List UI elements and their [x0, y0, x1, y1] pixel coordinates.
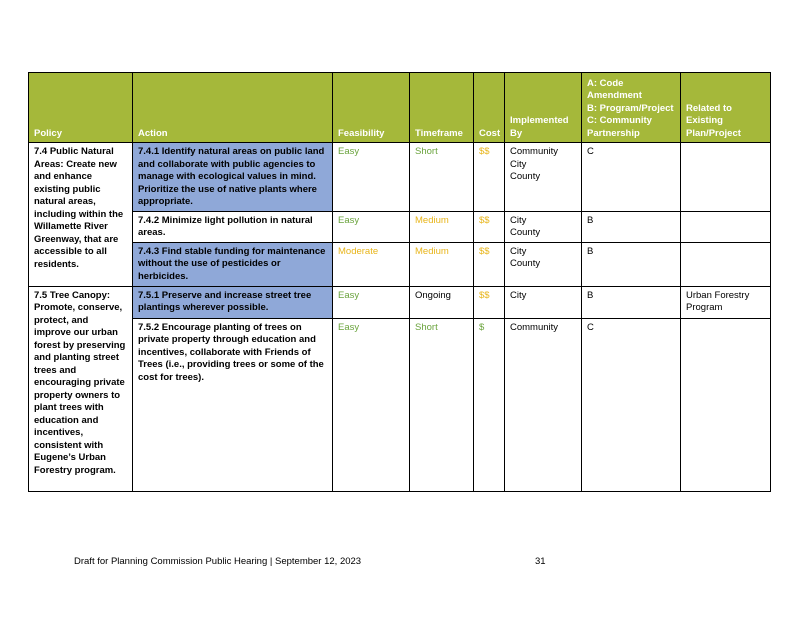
implemented-item: Community — [510, 321, 559, 333]
implemented-cell — [505, 211, 582, 242]
implemented-item: County — [510, 227, 541, 238]
header-timeframe: Timeframe — [410, 73, 474, 143]
cost-cell: $$ — [474, 211, 505, 242]
header-type-b: B: Program/Project — [587, 102, 674, 114]
implemented-item: City — [510, 214, 527, 226]
type-cell: B — [582, 242, 681, 286]
cost-cell: $ — [474, 318, 505, 491]
header-action: Action — [133, 73, 333, 143]
header-type-a: A: Code Amendment — [587, 77, 642, 101]
action-7-4-1: 7.4.1 Identify natural areas on public land and collaborate with public agencies to manage with ecological values in mind. Prioritize the use of native plants where appropriate. — [133, 143, 333, 212]
feasibility-cell: Easy — [333, 318, 410, 491]
policy-7-4: 7.4 Public Natural Areas: Create new and enhance existing public natural areas, including within the Willamette River Greenway, that are accessible to all residents. — [29, 143, 133, 287]
header-feasibility: Feasibility — [333, 73, 410, 143]
header-cost: Cost — [474, 73, 505, 143]
header-policy: Policy — [29, 73, 133, 143]
policy-7-5: 7.5 Tree Canopy: Promote, conserve, protect, and improve our urban forest by preserving and planting street trees and encouraging private property owners to plant trees with education and incentives, consistent with Eugene’s Urban Forestry program. — [29, 286, 133, 491]
table-row — [29, 242, 771, 286]
action-plan-table — [28, 72, 771, 492]
implemented-cell — [505, 143, 582, 212]
related-cell — [681, 318, 771, 491]
table-row — [29, 318, 771, 491]
implemented-cell — [505, 286, 582, 318]
implemented-item: Community — [510, 146, 559, 157]
action-7-5-2: 7.5.2 Encourage planting of trees on private property through education and incentives, collaborate with Friends of Trees (i.e., providing trees or some of the cost for trees). — [133, 318, 333, 491]
header-type — [582, 73, 681, 143]
action-7-4-3: 7.4.3 Find stable funding for maintenance without the use of pesticides or herbicides. — [133, 242, 333, 286]
cost-cell: $$ — [474, 286, 505, 318]
cost-cell: $$ — [474, 143, 505, 212]
type-cell: C — [582, 318, 681, 491]
type-cell: B — [582, 211, 681, 242]
type-cell: C — [582, 143, 681, 212]
action-7-4-2: 7.4.2 Minimize light pollution in natural areas. — [133, 211, 333, 242]
timeframe-cell: Short — [410, 143, 474, 212]
implemented-cell — [505, 242, 582, 286]
implemented-cell — [505, 318, 582, 491]
header-implemented-by: Implemented By — [505, 73, 582, 143]
table-row — [29, 286, 771, 318]
type-cell: B — [582, 286, 681, 318]
footer-text: Draft for Planning Commission Public Hearing | September 12, 2023 — [74, 556, 362, 567]
related-cell — [681, 211, 771, 242]
related-cell — [681, 242, 771, 286]
cost-cell: $$ — [474, 242, 505, 286]
table-row — [29, 143, 771, 212]
action-7-5-1: 7.5.1 Preserve and increase street tree plantings wherever possible. — [133, 286, 333, 318]
timeframe-cell: Medium — [410, 211, 474, 242]
header-related: Related to Existing Plan/Project — [681, 73, 771, 143]
timeframe-cell: Short — [410, 318, 474, 491]
implemented-item: City — [510, 245, 527, 257]
timeframe-cell: Ongoing — [410, 286, 474, 318]
feasibility-cell: Easy — [333, 211, 410, 242]
feasibility-cell: Easy — [333, 143, 410, 212]
page-number: 31 — [535, 556, 546, 567]
implemented-item: County — [510, 171, 541, 182]
related-cell: Urban Forestry Program — [681, 286, 771, 318]
feasibility-cell: Moderate — [333, 242, 410, 286]
implemented-item: City — [510, 158, 527, 170]
related-cell — [681, 143, 771, 212]
implemented-item: County — [510, 258, 541, 269]
timeframe-cell: Medium — [410, 242, 474, 286]
implemented-item: City — [510, 289, 527, 301]
header-type-c: C: Community Partnership — [587, 115, 652, 139]
table-row — [29, 211, 771, 242]
table-header-row — [29, 73, 771, 143]
feasibility-cell: Easy — [333, 286, 410, 318]
